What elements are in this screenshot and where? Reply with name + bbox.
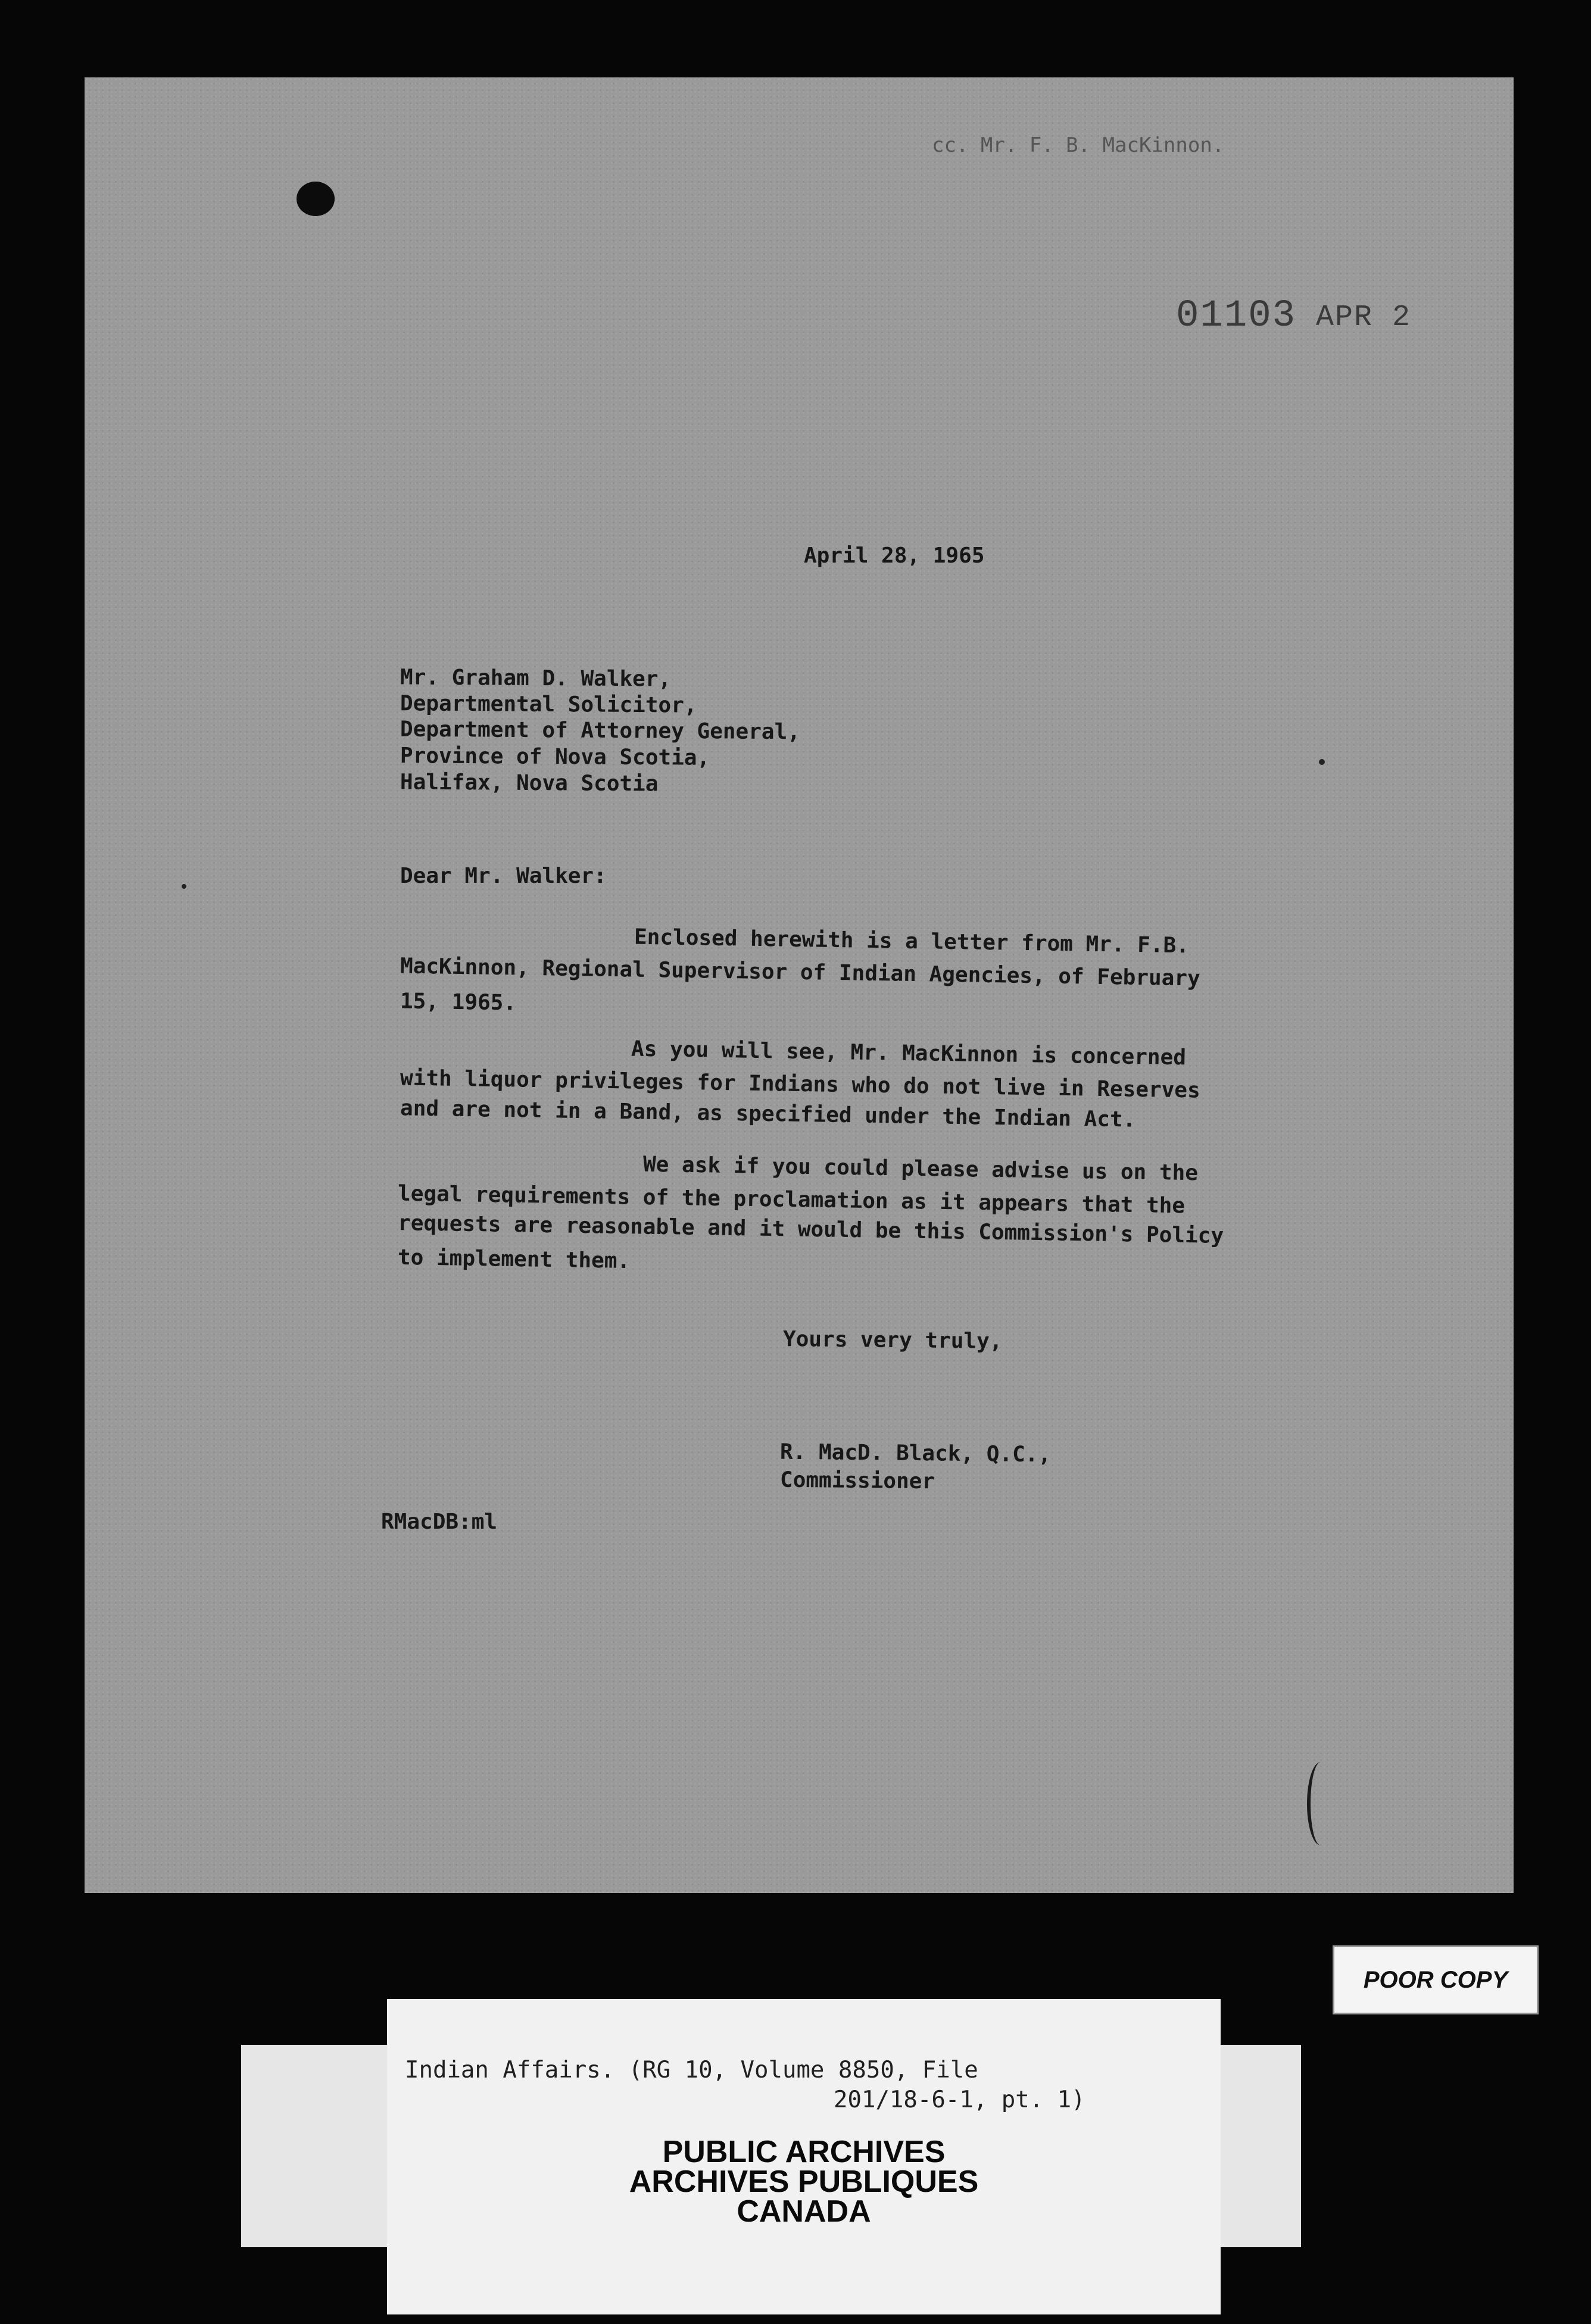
paragraph2-line2: with liquor privileges for Indians who do not live in Reserves xyxy=(400,1066,1201,1103)
recipient-city: Halifax, Nova Scotia xyxy=(400,770,659,796)
paragraph3-line2: legal requirements of the proclamation as it appears that the xyxy=(397,1181,1186,1219)
archive-reference-line2: 201/18-6-1, pt. 1) xyxy=(834,2086,1085,2113)
paragraph3-line3: requests are reasonable and it would be this Commission's Policy xyxy=(397,1211,1224,1248)
cc-line: cc. Mr. F. B. MacKinnon. xyxy=(932,133,1225,157)
archive-name-french: ARCHIVES PUBLIQUES xyxy=(629,2164,979,2199)
recipient-name: Mr. Graham D. Walker, xyxy=(400,665,672,692)
paragraph3-line4: to implement them. xyxy=(397,1245,631,1274)
archive-name-english: PUBLIC ARCHIVES xyxy=(662,2135,946,2169)
poor-copy-note: POOR COPY xyxy=(1333,1945,1539,2014)
recipient-title: Departmental Solicitor, xyxy=(400,691,697,718)
recipient-province: Province of Nova Scotia, xyxy=(400,744,710,770)
ink-spot xyxy=(1319,759,1325,765)
recipient-department: Department of Attorney General, xyxy=(400,717,801,745)
archive-reference-line1: Indian Affairs. (RG 10, Volume 8850, File xyxy=(405,2057,978,2084)
ink-spot xyxy=(182,884,186,889)
paragraph1-line1: Enclosed herewith is a letter from Mr. F.B. xyxy=(634,924,1190,958)
paragraph2-line1: As you will see, Mr. MacKinnon is concerned xyxy=(631,1036,1187,1070)
signature-name: R. MacD. Black, Q.C., xyxy=(779,1439,1052,1467)
salutation: Dear Mr. Walker: xyxy=(400,864,607,888)
paragraph1-line2: MacKinnon, Regional Supervisor of Indian Agencies, of February xyxy=(400,954,1201,991)
paragraph2-line3: and are not in a Band, as specified under the Indian Act. xyxy=(400,1096,1136,1132)
closing: Yours very truly, xyxy=(782,1327,1003,1354)
paragraph3-line1: We ask if you could please advise us on the xyxy=(642,1152,1199,1186)
file-stamp-date: APR 2 xyxy=(1316,301,1412,335)
pencil-check-mark xyxy=(1307,1762,1334,1845)
punch-hole xyxy=(297,182,335,216)
letter-date: April 28, 1965 xyxy=(804,543,985,568)
paragraph1-line3: 15, 1965. xyxy=(400,989,517,1016)
reference-initials: RMacDB:ml xyxy=(381,1510,498,1534)
archive-country: CANADA xyxy=(737,2194,871,2229)
signature-title: Commissioner xyxy=(779,1467,935,1494)
file-stamp-number: 01103 xyxy=(1176,295,1297,338)
